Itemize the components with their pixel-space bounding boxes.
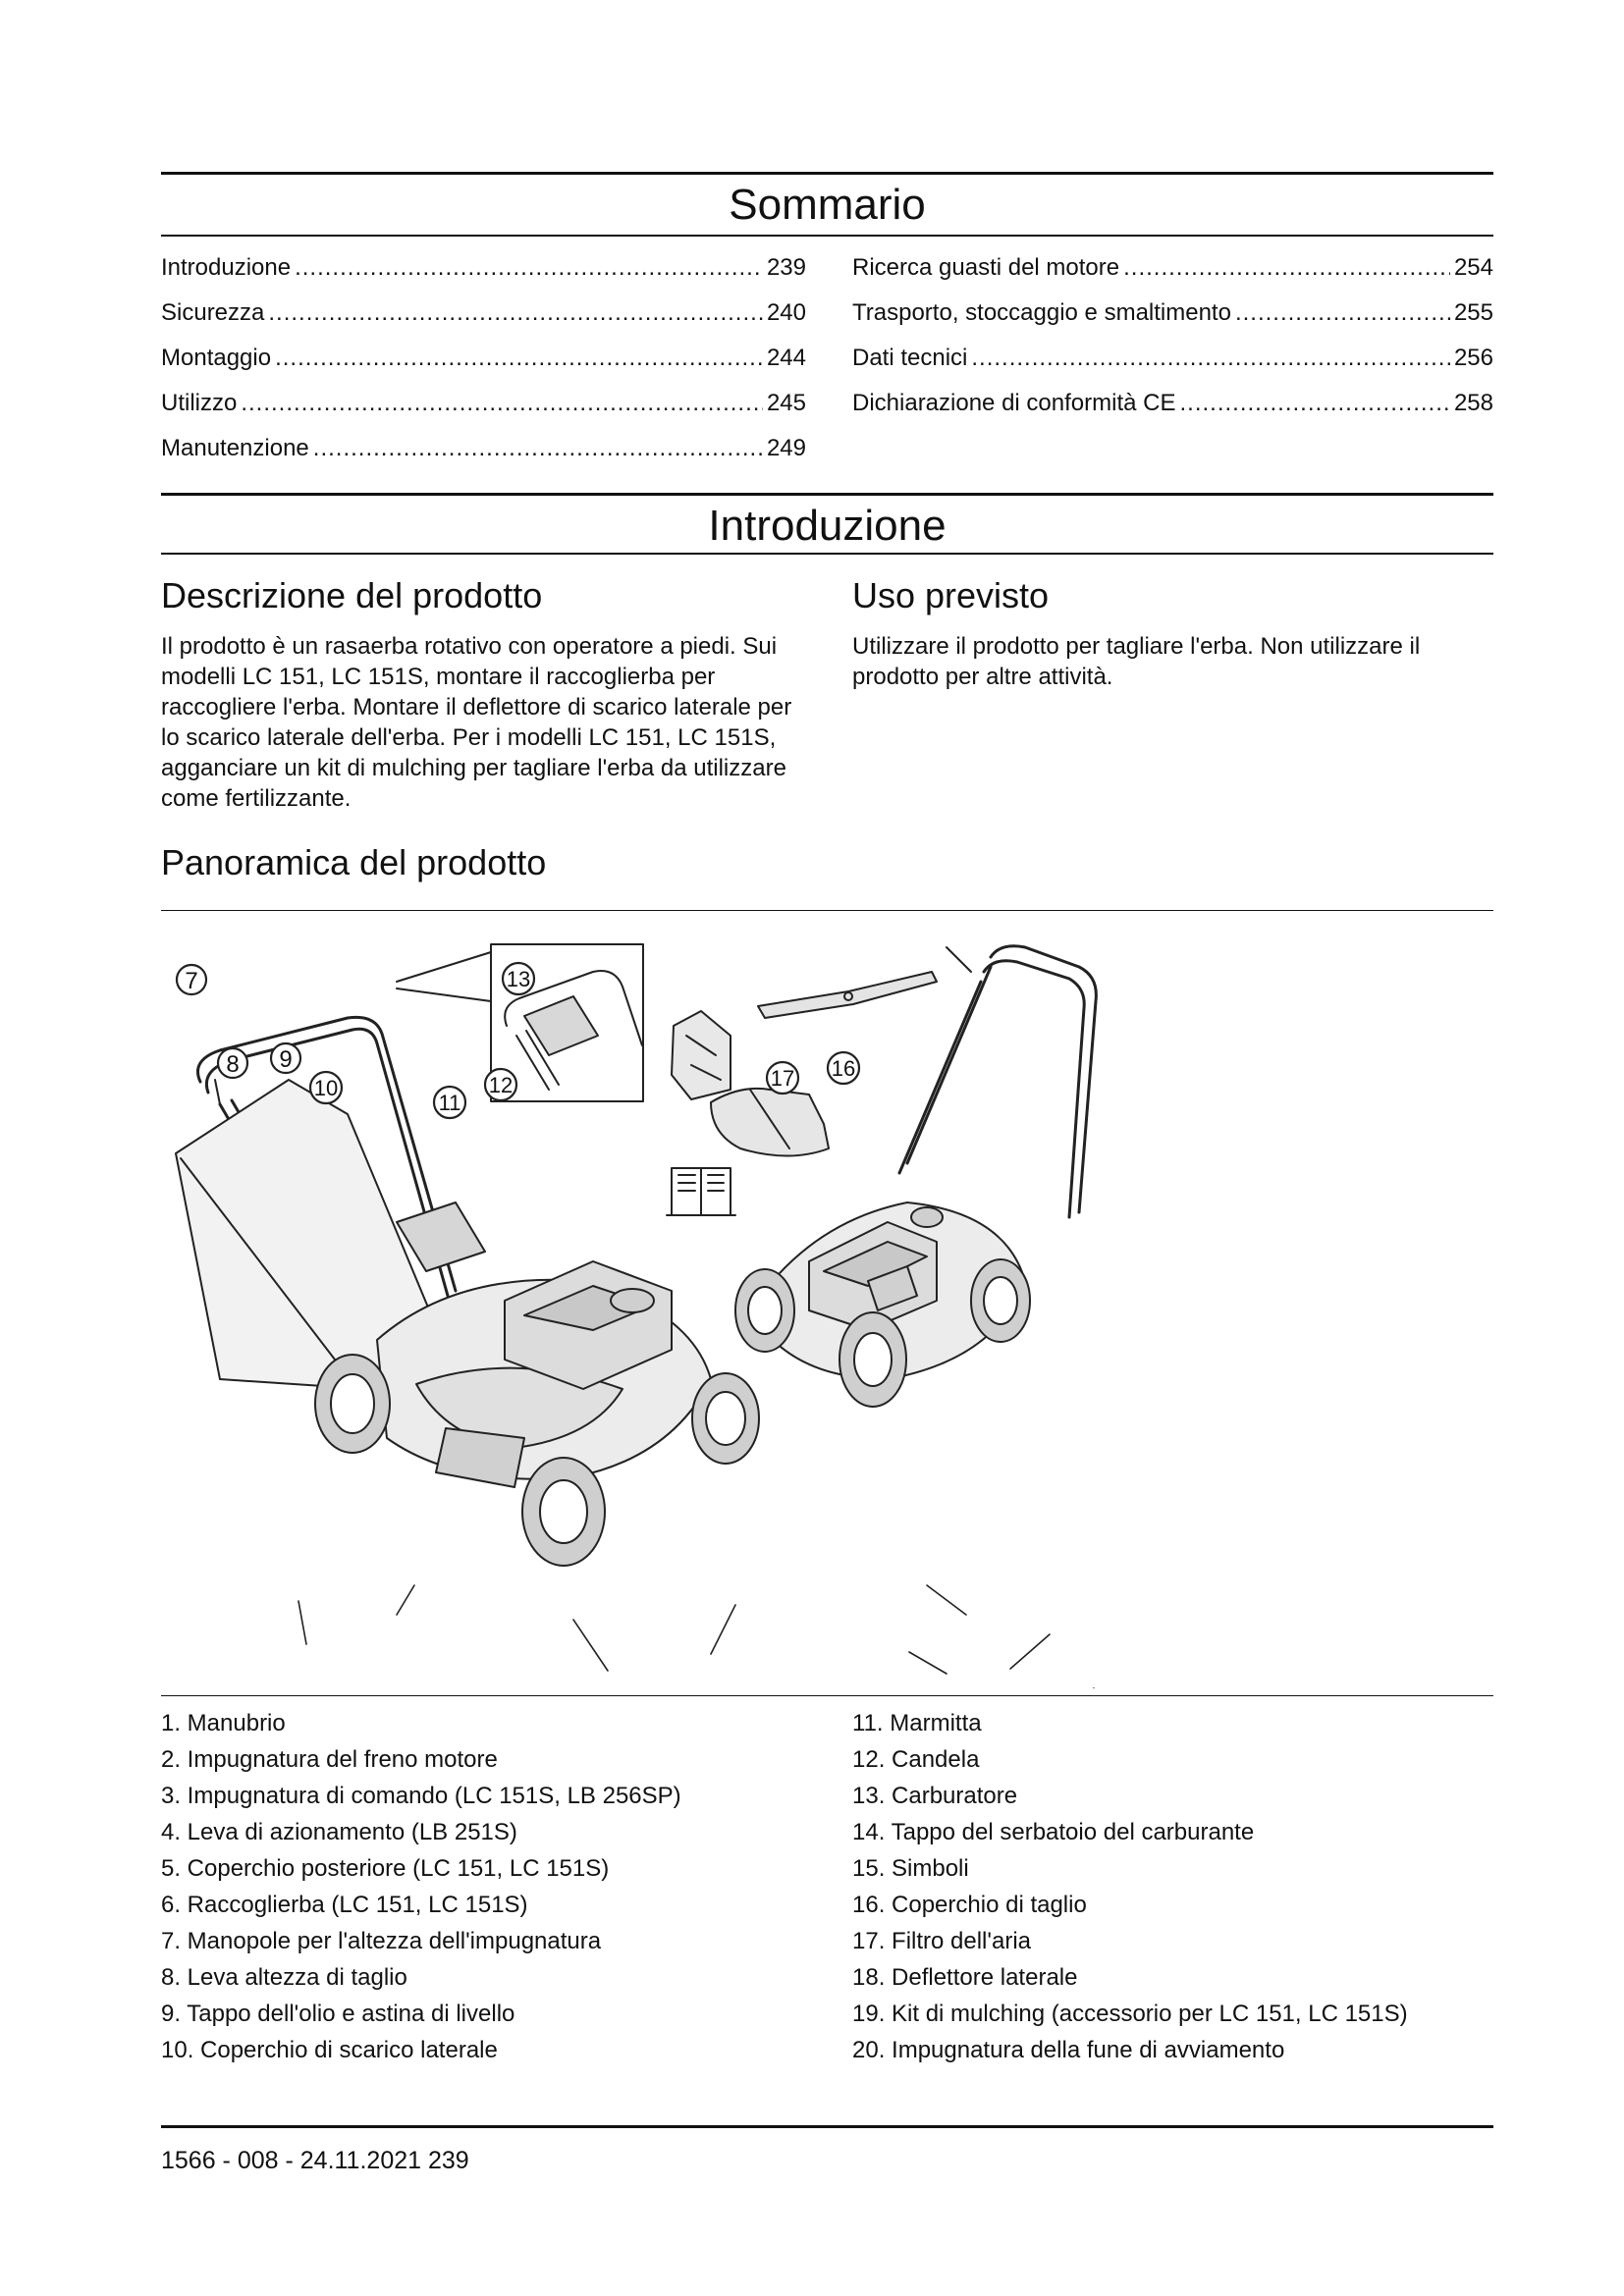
toc-entry-page: 256 — [1453, 345, 1493, 371]
legend-item: 5. Coperchio posteriore (LC 151, LC 151S) — [161, 1855, 610, 1882]
callout-leaders — [298, 1585, 1113, 1688]
legend-item: 17. Filtro dell'aria — [852, 1928, 1031, 1954]
description-text: Il prodotto è un rasaerba rotativo con operatore a piedi. Sui modelli LC 151, LC 151S, montare il raccoglierba per raccogliere l'erba. Montare il deflettore di scarico laterale per lo scarico laterale dell'erba. Per i modelli LC 151, LC 151S, agganciare un kit di mulching per tagliare l'erba da utilizzare come fertilizzante. — [161, 633, 792, 812]
toc-entry-page: 240 — [766, 299, 806, 326]
toc-entry-page: 239 — [766, 254, 806, 281]
toc-entry[interactable] — [161, 253, 806, 283]
callout-17-label: 17 — [770, 1066, 795, 1091]
intro-bottom-rule — [161, 553, 1493, 555]
legend-item: 16. Coperchio di taglio — [852, 1892, 1087, 1918]
legend-item: 6. Raccoglierba (LC 151, LC 151S) — [161, 1892, 528, 1918]
legend-item: 3. Impugnatura di comando (LC 151S, LB 256SP) — [161, 1783, 681, 1809]
toc-entry-label: Dichiarazione di conformità CE — [852, 390, 1176, 416]
toc-leader — [1179, 389, 1449, 418]
legend-item: 2. Impugnatura del freno motore — [161, 1746, 498, 1773]
toc-leader — [295, 253, 763, 283]
page-footer: 1566 - 008 - 24.11.2021 239 — [161, 2147, 469, 2174]
legend-item: 10. Coperchio di scarico laterale — [161, 2037, 498, 2063]
toc-entry-page: 245 — [766, 390, 806, 416]
callout-11-label: 11 — [438, 1091, 461, 1115]
right-mower-drawing — [735, 946, 1096, 1407]
legend-item: 8. Leva altezza di taglio — [161, 1964, 407, 1991]
intro-top-rule — [161, 493, 1493, 496]
toc-entry-label: Sicurezza — [161, 299, 265, 326]
legend-left — [161, 1705, 829, 2068]
left-mower-drawing — [176, 1017, 759, 1566]
toc-leader — [1123, 253, 1450, 283]
sommario-bottom-rule — [161, 235, 1493, 237]
legend-item: 12. Candela — [852, 1746, 980, 1773]
toc-entry-label: Introduzione — [161, 254, 292, 281]
legend-item: 13. Carburatore — [852, 1783, 1018, 1809]
toc-leader — [313, 434, 763, 463]
description-heading: Descrizione del prodotto — [161, 575, 543, 615]
toc-entry[interactable] — [161, 434, 806, 463]
side-deflector-drawing — [711, 1089, 829, 1156]
toc-entry[interactable] — [161, 298, 806, 328]
toc-entry[interactable] — [852, 344, 1493, 373]
legend-item: 18. Deflettore laterale — [852, 1964, 1078, 1991]
footer-rule — [161, 2125, 1493, 2128]
callout-12-label: 12 — [488, 1073, 514, 1097]
mulching-kit-drawing — [672, 972, 937, 1099]
legend-top-rule — [161, 1695, 1493, 1696]
legend-right — [852, 1705, 1493, 2068]
callout-7-label: 7 — [185, 968, 198, 994]
legend-item: 14. Tappo del serbatoio del carburante — [852, 1819, 1255, 1845]
use-heading: Uso previsto — [852, 575, 1050, 615]
legend-item: 1. Manubrio — [161, 1710, 286, 1736]
toc-entry-label: Ricerca guasti del motore — [852, 254, 1120, 281]
legend-item: 4. Leva di azionamento (LB 251S) — [161, 1819, 517, 1845]
manual-book-icon — [667, 1168, 735, 1215]
legend-item: 15. Simboli — [852, 1855, 969, 1882]
toc-entry-label: Dati tecnici — [852, 345, 968, 371]
sommario-top-rule — [161, 172, 1493, 175]
toc-entry[interactable] — [852, 253, 1493, 283]
sommario-title: Sommario — [729, 181, 926, 229]
use-text: Utilizzare il prodotto per tagliare l'erba. Non utilizzare il prodotto per altre attività. — [852, 633, 1421, 690]
toc-entry-page: 249 — [766, 435, 806, 461]
legend-item: 7. Manopole per l'altezza dell'impugnatura — [161, 1928, 602, 1954]
toc-entry-label: Utilizzo — [161, 390, 238, 416]
callout-9-label: 9 — [279, 1046, 293, 1073]
toc-entry-label: Manutenzione — [161, 435, 309, 461]
legend-item: 20. Impugnatura della fune di avviamento — [852, 2037, 1285, 2063]
toc-entry[interactable] — [161, 344, 806, 373]
toc-leader — [241, 389, 763, 418]
callout-13-label: 13 — [506, 967, 531, 991]
legend-item: 11. Marmitta — [852, 1710, 982, 1736]
toc-entry-page: 255 — [1453, 299, 1493, 326]
toc-leader — [1235, 298, 1450, 328]
toc-entry[interactable] — [161, 389, 806, 418]
toc-leader — [971, 344, 1450, 373]
callout-10-label: 10 — [313, 1076, 339, 1100]
callout-8-label: 8 — [226, 1051, 240, 1078]
legend-item: 9. Tappo dell'olio e astina di livello — [161, 2001, 515, 2027]
toc-entry-page: 254 — [1453, 254, 1493, 281]
toc-entry-label: Montaggio — [161, 345, 272, 371]
toc-entry-label: Trasporto, stoccaggio e smaltimento — [852, 299, 1231, 326]
toc-leader — [268, 298, 763, 328]
toc-leader — [275, 344, 763, 373]
legend-item: 19. Kit di mulching (accessorio per LC 151, LC 151S) — [852, 2001, 1408, 2027]
callout-16-label: 16 — [831, 1056, 856, 1081]
toc-entry[interactable] — [852, 389, 1493, 418]
overview-rule — [161, 910, 1493, 911]
toc-entry[interactable] — [852, 298, 1493, 328]
product-overview-figure — [161, 928, 1493, 1688]
toc-entry-page: 244 — [766, 345, 806, 371]
overview-heading: Panoramica del prodotto — [161, 842, 547, 882]
intro-title: Introduzione — [708, 502, 947, 550]
toc-entry-page: 258 — [1453, 390, 1493, 416]
